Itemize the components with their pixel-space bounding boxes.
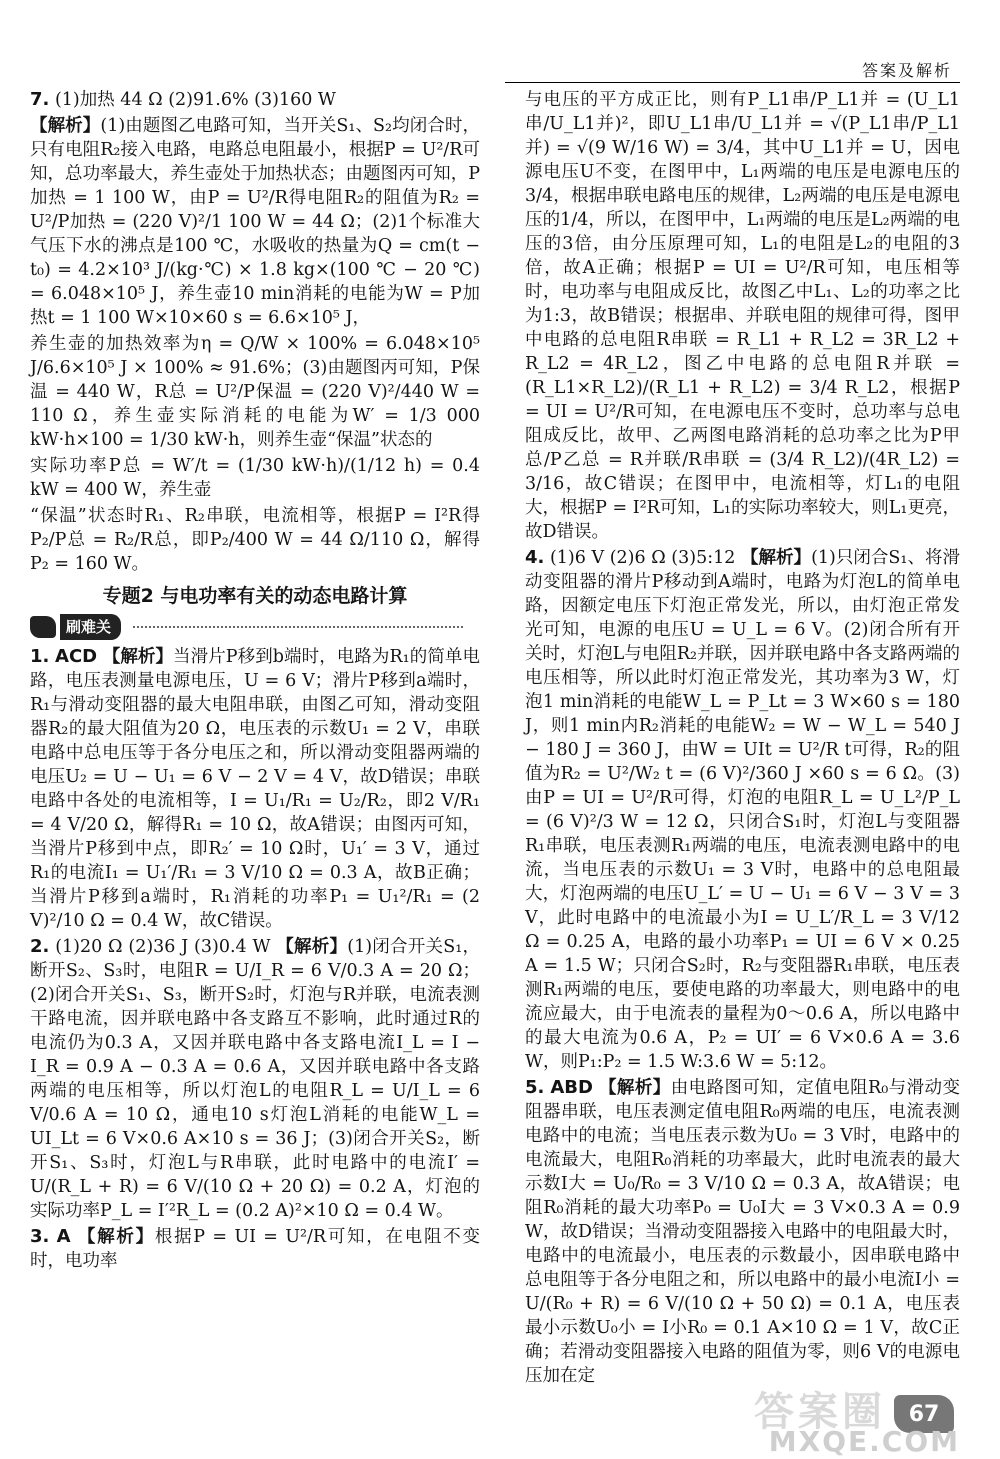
q5-answer: ABD — [550, 1077, 593, 1098]
page-number: 67 — [894, 1395, 954, 1433]
q7-tag: 【解析】 — [30, 116, 101, 136]
q5-text: 由电路图可知，定值电阻R₀与滑动变阻器串联，电压表测定值电阻R₀两端的电压，电流表测电路中的电流；当电压表示数为U₀ = 3 V时，电路中的电流最大，电阻R₀消耗的功率最大，此时电流表的最大示数I大 = U₀/R₀ = 3 V/10 Ω = 0.3 A，故A错误；电阻R₀消耗的最大功率P₀ = U₀I大 = 3 V×0.3 A = 0.9 W，故D错误；当滑动变阻器接入电路中的电阻最大时，电路中的电流最小，电压表的示数最小，因串联电路中总电阻等于各分电阻之和，所以电路中的最小电流I小 = U/(R₀ + R) = 6 V/(10 Ω + 50 Ω) = 0.1 A，电压表最小示数U₀小 = I小R₀ = 0.1 A×10 Ω = 1 V，故C正确；若滑动变阻器接入电路的阻值为零，则6 V的电源电压加在定 — [525, 1078, 960, 1386]
watermark-logo: 答案圈 — [754, 1389, 886, 1435]
q3-tag: 【解析】 — [77, 1227, 155, 1247]
q7-solution-1 — [30, 114, 480, 330]
q7-line-1: (1)由题图乙电路可知，当开关S₁、S₂均闭合时，只有电阻R₂接入电路，电路总电阻最小，根据P = U²/R可知，总功率最大，养生壶处于加热状态；由题图丙可知，P加热 = 1 100 W，由P = U²/R得电阻R₂的阻值为R₂ = U²/P加热 = (220 V)²/1 100 W = 44 Ω；(2)1个标准大气压下水的沸点是100 ℃，水吸收的热量为Q = cm(t − t₀) = 4.2×10³ J/(kg·℃) × 1.8 kg×(100 ℃ − 20 ℃) = 6.048×10⁵ J，养生壶10 min消耗的电能为W = P加热t = 1 100 W×10×60 s = 6.6×10⁵ J， — [30, 116, 481, 328]
q2-number: 2. — [30, 936, 50, 957]
q5-block — [525, 1076, 960, 1388]
q7-answer: (1)加热 44 Ω (2)91.6% (3)160 W — [54, 90, 336, 110]
section-title: 专题2 与电功率有关的动态电路计算 — [102, 585, 408, 607]
q4-number: 4. — [525, 547, 545, 568]
header-divider — [505, 82, 960, 83]
q3-number: 3. — [30, 1226, 50, 1247]
q7-line-3: 实际功率P总 = W′/t = (1/30 kW·h)/(1/12 h) = 0.4 kW = 400 W，养生壶 — [30, 456, 480, 500]
q4-tag: 【解析】 — [740, 548, 812, 568]
right-column — [525, 88, 960, 1390]
watermark-url: MXQE.COM — [768, 1425, 960, 1458]
q4-text: (1)只闭合S₁、将滑动变阻器的滑片P移动到A端时，电路为灯泡L的简单电路，因额定电压下灯泡正常发光，所以，由灯泡正常发光可知，电源的电压U = U_L = 6 V。(2)闭合所有开关时，灯泡L与电阻R₂并联，因并联电路中各支路两端的电压相等，所以此时灯泡正常发光，其功率为3 W，灯泡1 min消耗的电能W_L = P_Lt = 3 W×60 s = 180 J，则1 min内R₂消耗的电能W₂ = W − W_L = 540 J − 180 J = 360 J，由W = UIt = U²/R t可得，R₂的阻值为R₂ = U²/W₂ t = (6 V)²/360 J ×60 s = 6 Ω。(3)由P = UI = U²/R可得，灯泡的电阻R_L = U_L²/P_L = (6 V)²/3 W = 12 Ω，只闭合S₁时，灯泡L与变阻器R₁串联，电压表测R₁两端的电压，电流表测电路中的电流，当电压表的示数U₁ = 3 V时，电路中的总电阻最大，灯泡两端的电压U_L′ = U − U₁ = 6 V − 3 V = 3 V，此时电路中的电流最小为I = U_L′/R_L = 3 V/12 Ω = 0.25 A，电路的最小功率P₁ = UI = 6 V × 0.25 A = 1.5 W；只闭合S₂时，R₂与变阻器R₁串联，电压表测R₁两端的电压，要使电路的功率最大，则电路中的电流应最大，由于电流表的量程为0～0.6 A，所以电路中的最大电流为0.6 A，P₂ = UI′ = 6 V×0.6 A = 3.6 W，则P₁:P₂ = 1.5 W:3.6 W = 5:12。 — [525, 548, 960, 1072]
q7-line-4: “保温”状态时R₁、R₂串联，电流相等，根据P = I²R得P₂/P总 = R₂/R总，即P₂/400 W = 44 Ω/110 Ω，解得P₂ = 160 W。 — [30, 506, 480, 574]
q7-block — [30, 88, 480, 112]
left-column — [30, 88, 480, 1275]
badge-icon — [30, 616, 56, 638]
q1-text: 当滑片P移到b端时，电路为R₁的简单电路，电压表测量电源电压，U = 6 V；滑片P移到a端时，R₁与滑动变阻器的最大电阻串联，由图乙可知，滑动变阻器R₂的最大阻值为20 Ω，电压表的示数U₁ = 2 V，串联电路中总电压等于各分电压之和，所以滑动变阻器两端的电压U₂ = U − U₁ = 6 V − 2 V = 4 V，故D错误；串联电路中各处的电流相等，I = U₁/R₁ = U₂/R₂，即2 V/R₁ = 4 V/20 Ω，解得R₁ = 10 Ω，故A错误；由图丙可知，当滑片P移到中点，即R₂′ = 10 Ω时，U₁′ = 3 V，通过R₁的电流I₁ = U₁′/R₁ = 3 V/10 Ω = 0.3 A，故B正确；当滑片P移到a端时，R₁消耗的功率P₁ = U₁²/R₁ = (2 V)²/10 Ω = 0.4 W，故C错误。 — [30, 647, 480, 931]
q2-tag: 【解析】 — [276, 937, 348, 957]
badge-dotted-line — [133, 626, 463, 628]
q4-answer: (1)6 V (2)6 Ω (3)5:12 — [549, 548, 736, 568]
q7-number: 7. — [30, 89, 50, 110]
q4-block — [525, 546, 960, 1074]
q3-continued: 与电压的平方成正比，则有P_L1串/P_L1并 = (U_L1串/U_L1并)²，即U_L1串/U_L1并 = √(P_L1串/P_L1并) = √(9 W/16 W) = 3/4，其中U_L1并 = U，因电源电压U不变，在图甲中，L₁两端的电压是电源电压的3/4，根据串联电路电压的规律，L₂两端的电压是电源电压的1/4，所以，在图甲中，L₁两端的电压是L₂两端的电压的3倍，由分压原理可知，L₁的电阻是L₂的电阻的3倍，故A正确；根据P = UI = U²/R可知，电压相等时，电功率与电阻成反比，故图乙中L₁、L₂的功率之比为1:3，故B错误；根据串、并联电阻的规律可得，图甲中电路的总电阻R串联 = R_L1 + R_L2 = 3R_L2 + R_L2 = 4R_L2，图乙中电路的总电阻R并联 = (R_L1×R_L2)/(R_L1 + R_L2) = 3/4 R_L2，根据P = UI = U²/R可知，在电源电压不变时，总功率与总电阻成反比，故甲、乙两图电路消耗的总功率之比为P甲总/P乙总 = R并联/R串联 = (3/4 R_L2)/(4R_L2) = 3/16，故C错误；在图甲中，电流相等，灯L₁的电阻大，根据P = I²R可知，L₁的实际功率较大，则L₁更亮，故D错误。 — [525, 90, 960, 542]
q3-answer: A — [56, 1226, 71, 1247]
q1-block — [30, 645, 480, 933]
section-badge — [30, 614, 463, 640]
q3-text: 根据P = UI = U²/R可知，在电阻不变时，电功率 — [30, 1227, 480, 1271]
q7-line-2: 养生壶的加热效率为η = Q/W × 100% = 6.048×10⁵ J/6.6×10⁵ J × 100% ≈ 91.6%；(3)由题图丙可知，P保温 = 440 W，R总 = U²/P保温 = (220 V)²/440 W = 110 Ω，养生壶实际消耗的电能为W′ = 1/3 000 kW·h×100 = 1/30 kW·h，则养生壶“保温”状态的 — [30, 334, 480, 450]
q2-answer: (1)20 Ω (2)36 J (3)0.4 W — [55, 937, 271, 957]
q3-block — [30, 1225, 480, 1273]
q1-number: 1. — [30, 646, 50, 667]
q5-tag: 【解析】 — [598, 1078, 671, 1098]
badge-label: 刷难关 — [60, 614, 121, 640]
q2-block — [30, 935, 480, 1223]
q2-text: (1)闭合开关S₁，断开S₂、S₃时，电阻R = U/I_R = 6 V/0.3 A = 20 Ω；(2)闭合开关S₁、S₃，断开S₂时，灯泡与R并联，电流表测干路电流，因并联电路中各支路互不影响，此时通过R的电流仍为0.3 A，又因并联电路中各支路电流I_L = I − I_R = 0.9 A − 0.3 A = 0.6 A，又因并联电路中各支路两端的电压相等，所以灯泡L的电阻R_L = U/I_L = 6 V/0.6 A = 10 Ω，通电10 s灯泡L消耗的电能W_L = UI_Lt = 6 V×0.6 A×10 s = 36 J；(3)闭合开关S₂，断开S₁、S₃时，灯泡L与R串联，此时电路中的电流I′ = U/(R_L + R) = 6 V/(10 Ω + 20 Ω) = 0.2 A，灯泡的实际功率P_L = I′²R_L = (0.2 A)²×10 Ω = 0.4 W。 — [30, 937, 480, 1221]
header-title: 答案及解析 — [861, 61, 952, 80]
q5-number: 5. — [525, 1077, 545, 1098]
q1-tag: 【解析】 — [102, 647, 174, 667]
q1-answer: ACD — [55, 646, 98, 667]
